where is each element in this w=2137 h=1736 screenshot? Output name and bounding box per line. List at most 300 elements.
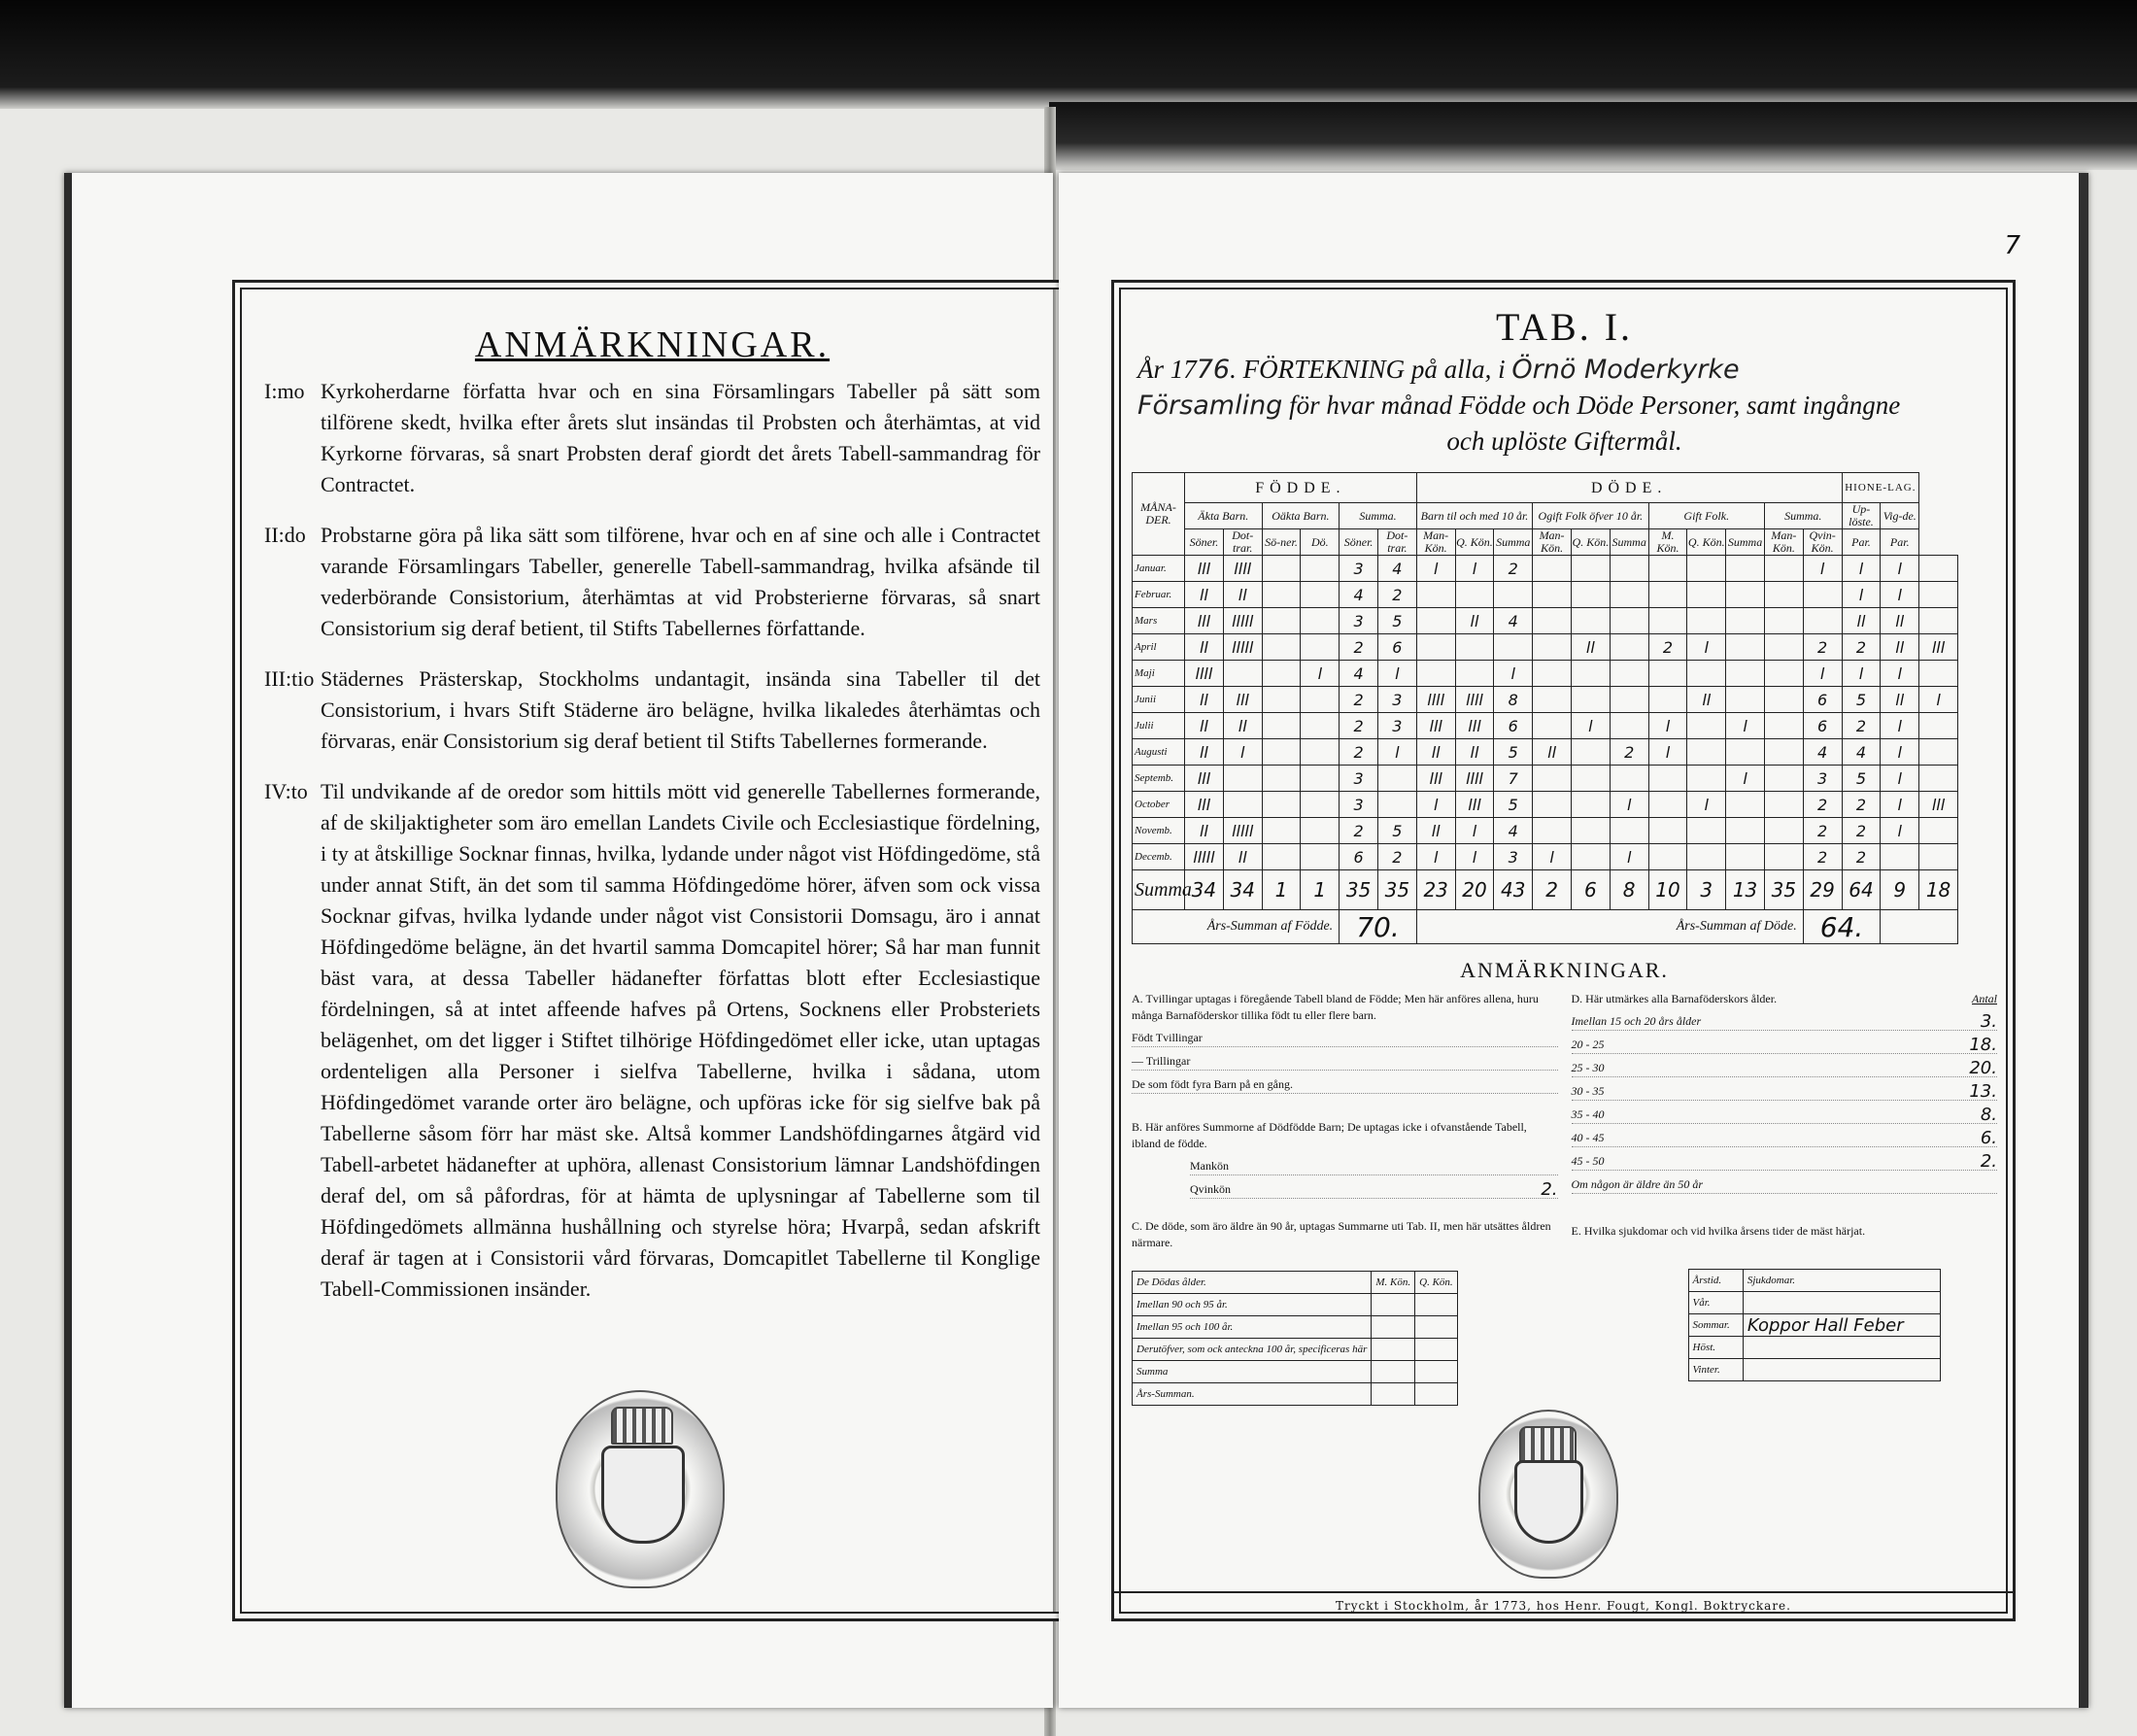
summa-cell: 35	[1764, 870, 1803, 910]
register-cell: ll	[1185, 582, 1224, 608]
right-page	[1059, 173, 2088, 1708]
register-cell	[1533, 818, 1572, 844]
stillborn-female-label: Qvinkön	[1190, 1182, 1231, 1196]
register-cell	[1764, 582, 1803, 608]
summa-cell: 43	[1494, 870, 1533, 910]
age-range-label: 25 - 30	[1571, 1061, 1605, 1074]
register-cell	[1648, 818, 1687, 844]
age-count-value: 8.	[1980, 1105, 1997, 1125]
register-cell	[1648, 608, 1687, 634]
register-cell: l	[1842, 661, 1881, 687]
register-cell	[1301, 634, 1340, 661]
summa-cell: 1	[1301, 870, 1340, 910]
month-label: Januar.	[1133, 556, 1185, 582]
register-cell: 7	[1494, 766, 1533, 792]
register-cell: ll	[1185, 713, 1224, 739]
register-cell	[1571, 844, 1610, 870]
leaf-par: Par.	[1881, 529, 1919, 556]
leaf-dottrar: Dot-trar.	[1377, 529, 1416, 556]
register-cell	[1687, 582, 1726, 608]
register-cell: 5	[1842, 766, 1881, 792]
note-e: E. Hvilka sjukdomar och vid hvilka årsens tider de mäst härjat.	[1571, 1224, 1866, 1238]
register-cell: 3	[1377, 713, 1416, 739]
register-cell: 3	[1340, 608, 1378, 634]
month-label: Decemb.	[1133, 844, 1185, 870]
register-cell	[1494, 582, 1533, 608]
register-cell	[1803, 582, 1842, 608]
register-cell: llll	[1455, 687, 1494, 713]
leaf-dottrar: Dö.	[1301, 529, 1340, 556]
register-cell: lll	[1455, 713, 1494, 739]
register-cell	[1416, 661, 1455, 687]
mothers-age-row	[1572, 1176, 1998, 1194]
left-content	[264, 322, 1040, 1324]
sub-oakta: Oäkta Barn.	[1262, 503, 1340, 529]
stillborn-male-line	[1190, 1158, 1558, 1175]
old-age-row: Summa	[1133, 1361, 1372, 1383]
month-row	[1133, 818, 1997, 844]
summa-cell: 13	[1726, 870, 1765, 910]
leaf-m: M. Kön.	[1648, 529, 1687, 556]
summa-cell: 20	[1455, 870, 1494, 910]
register-cell	[1571, 687, 1610, 713]
register-cell	[1764, 661, 1803, 687]
register-cell: ll	[1185, 687, 1224, 713]
leaf-q: Q. Kön.	[1687, 529, 1726, 556]
register-cell: l	[1881, 582, 1919, 608]
register-cell	[1648, 792, 1687, 818]
old-age-title: De Dödas ålder.	[1133, 1272, 1372, 1294]
register-cell: 5	[1377, 818, 1416, 844]
register-cell	[1648, 844, 1687, 870]
register-cell	[1726, 582, 1765, 608]
register-cell	[1726, 634, 1765, 661]
register-cell	[1533, 582, 1572, 608]
register-cell: llll	[1185, 661, 1224, 687]
register-cell: ll	[1687, 687, 1726, 713]
register-cell: 2	[1494, 556, 1533, 582]
register-cell: lll	[1919, 634, 1958, 661]
triplets-label: — Trillingar	[1132, 1054, 1191, 1068]
heading-line3: och uplöste Giftermål.	[1446, 426, 1682, 456]
register-cell	[1687, 818, 1726, 844]
summa-cell: 3	[1687, 870, 1726, 910]
register-cell	[1301, 792, 1340, 818]
register-cell	[1919, 582, 1958, 608]
register-cell: ll	[1185, 634, 1224, 661]
register-cell	[1416, 608, 1455, 634]
register-cell	[1764, 713, 1803, 739]
register-cell: l	[1881, 556, 1919, 582]
leaf-qvkon: Q. Kön.	[1455, 529, 1494, 556]
register-cell: l	[1726, 766, 1765, 792]
month-label: Septemb.	[1133, 766, 1185, 792]
register-heading	[1137, 352, 1991, 459]
register-cell: 2	[1803, 792, 1842, 818]
sub-akta: Äkta Barn.	[1185, 503, 1263, 529]
register-cell: l	[1687, 634, 1726, 661]
register-cell	[1687, 713, 1726, 739]
register-cell	[1610, 608, 1648, 634]
empty-cell	[1881, 910, 1958, 944]
leaf-soner: Söner.	[1340, 529, 1378, 556]
register-cell: 4	[1340, 661, 1378, 687]
register-cell: 2	[1842, 792, 1881, 818]
register-cell	[1610, 634, 1648, 661]
leaf-summa: Summa	[1610, 529, 1648, 556]
register-cell: ll	[1416, 818, 1455, 844]
register-cell	[1726, 739, 1765, 766]
register-cell: 3	[1340, 792, 1378, 818]
register-cell	[1610, 661, 1648, 687]
paragraph-text: Städernes Prästerskap, Stockholms undantagit, insända sina Tabeller til det Consistorium, i hvars Stift Städerne äro belägne, hvilka likaledes återhämtas och förvaras, enär Consistorium sig deraf betient til Stifts Tabellernes formerande.	[321, 666, 1040, 753]
old-age-m: M. Kön.	[1372, 1272, 1415, 1294]
register-cell: ll	[1881, 634, 1919, 661]
register-cell: 2	[1377, 582, 1416, 608]
register-cell: 4	[1494, 608, 1533, 634]
register-cell: lll	[1919, 792, 1958, 818]
register-cell	[1223, 766, 1262, 792]
leaf-dottrar: Dot-trar.	[1223, 529, 1262, 556]
register-cell: lll	[1223, 687, 1262, 713]
register-cell	[1455, 634, 1494, 661]
register-cell	[1571, 661, 1610, 687]
stillborn-female-line	[1190, 1181, 1558, 1199]
leaf-soner: Söner.	[1185, 529, 1224, 556]
register-cell: ll	[1185, 818, 1224, 844]
register-cell	[1764, 687, 1803, 713]
register-cell: ll	[1185, 739, 1224, 766]
register-cell: ll	[1455, 608, 1494, 634]
group-fodde: FÖDDE.	[1185, 473, 1417, 503]
month-label: Augusti	[1133, 739, 1185, 766]
summa-cell: 35	[1340, 870, 1378, 910]
register-cell	[1919, 739, 1958, 766]
register-cell	[1764, 818, 1803, 844]
age-range-label: 40 - 45	[1571, 1131, 1605, 1144]
crown-icon	[611, 1407, 673, 1445]
handwritten-year: 76	[1196, 355, 1231, 385]
register-cell: l	[1416, 792, 1455, 818]
sub-vigde: Vig-de.	[1881, 503, 1919, 529]
register-cell	[1687, 739, 1726, 766]
register-cell	[1262, 713, 1301, 739]
summa-cell: 10	[1648, 870, 1687, 910]
register-cell	[1262, 556, 1301, 582]
register-cell	[1571, 582, 1610, 608]
sub-summa: Summa.	[1340, 503, 1417, 529]
register-cell	[1416, 582, 1455, 608]
register-cell	[1262, 634, 1301, 661]
paragraph-number: III:tio	[264, 666, 315, 691]
register-cell	[1919, 844, 1958, 870]
triplets-line	[1132, 1053, 1558, 1071]
summa-cell: 1	[1262, 870, 1301, 910]
register-cell: l	[1648, 713, 1687, 739]
register-cell: l	[1610, 844, 1648, 870]
register-cell: 4	[1340, 582, 1378, 608]
register-cell: lll	[1455, 792, 1494, 818]
paragraph-2	[264, 520, 1040, 644]
leaf-summa: Summa	[1726, 529, 1765, 556]
mothers-age-row	[1572, 1130, 1998, 1147]
register-cell	[1533, 766, 1572, 792]
shield-icon	[1514, 1460, 1583, 1544]
note-d-line	[1572, 991, 1998, 1007]
register-cell: lll	[1185, 608, 1224, 634]
register-cell	[1571, 608, 1610, 634]
table-title: TAB. I.	[1495, 305, 1634, 349]
register-cell	[1223, 661, 1262, 687]
summa-cell: 34	[1185, 870, 1224, 910]
register-cell	[1764, 556, 1803, 582]
register-cell	[1687, 661, 1726, 687]
register-cell	[1919, 608, 1958, 634]
register-cell: l	[1881, 661, 1919, 687]
sickness-header: Sjukdomar.	[1743, 1270, 1940, 1292]
register-cell	[1301, 608, 1340, 634]
month-row	[1133, 608, 1997, 634]
register-cell	[1687, 766, 1726, 792]
ars-fodde-label: Års-Summan af Födde.	[1133, 910, 1340, 944]
sickness-table	[1688, 1269, 1941, 1381]
register-cell	[1610, 582, 1648, 608]
note-c: C. De döde, som äro äldre än 90 år, uptagas Summarne uti Tab. II, men här utsättes åldren närmare.	[1132, 1219, 1551, 1249]
summa-cell: 18	[1919, 870, 1958, 910]
register-cell	[1301, 687, 1340, 713]
left-title: ANMÄRKNINGAR.	[474, 324, 831, 365]
register-cell: 4	[1803, 739, 1842, 766]
summa-cell: 29	[1803, 870, 1842, 910]
register-cell: 2	[1377, 844, 1416, 870]
month-label: Mars	[1133, 608, 1185, 634]
annotations-title: ANMÄRKNINGAR.	[1460, 958, 1669, 982]
register-cell: l	[1455, 844, 1494, 870]
mothers-age-row	[1572, 1037, 1998, 1054]
register-cell: lllll	[1185, 844, 1224, 870]
old-age-row: Derutöfver, som ock anteckna 100 år, specificeras här	[1133, 1339, 1372, 1361]
register-cell: llll	[1455, 766, 1494, 792]
note-b: B. Här anföres Summorne af Dödfödde Barn; De uptagas icke i ofvanstående Tabell, ibland de födde.	[1132, 1120, 1527, 1150]
register-cell	[1262, 582, 1301, 608]
age-count-value: 3.	[1980, 1011, 1997, 1032]
season-winter: Vinter.	[1688, 1359, 1743, 1381]
month-label: October	[1133, 792, 1185, 818]
register-cell	[1648, 582, 1687, 608]
month-label: Junii	[1133, 687, 1185, 713]
register-cell	[1764, 766, 1803, 792]
register-cell: 2	[1803, 818, 1842, 844]
register-cell: ll	[1881, 687, 1919, 713]
register-cell: lll	[1416, 766, 1455, 792]
month-row	[1133, 582, 1997, 608]
royal-seal-icon	[1478, 1410, 1618, 1579]
register-cell: l	[1610, 792, 1648, 818]
left-page	[64, 173, 1053, 1708]
register-cell	[1687, 608, 1726, 634]
register-cell	[1764, 634, 1803, 661]
register-cell: 6	[1340, 844, 1378, 870]
summa-label: Summa	[1133, 870, 1185, 910]
register-cell: 2	[1340, 687, 1378, 713]
register-cell	[1301, 582, 1340, 608]
leaf-mankon: Man-Kön.	[1764, 529, 1803, 556]
register-cell: 2	[1803, 844, 1842, 870]
register-cell	[1610, 766, 1648, 792]
register-cell	[1919, 661, 1958, 687]
register-cell	[1377, 766, 1416, 792]
register-cell	[1571, 818, 1610, 844]
month-row	[1133, 713, 1997, 739]
right-frame	[1111, 280, 2016, 1621]
paragraph-3	[264, 664, 1040, 757]
summa-cell: 35	[1377, 870, 1416, 910]
register-cell	[1687, 844, 1726, 870]
register-cell: 2	[1648, 634, 1687, 661]
page-number: 7	[2004, 231, 2020, 260]
leaf-qvinkon: Qvin-Kön.	[1803, 529, 1842, 556]
heading-line2: för hvar månad Födde och Döde Personer, samt ingångne	[1289, 391, 1901, 420]
mothers-age-row	[1572, 1153, 1998, 1171]
register-cell: 6	[1803, 713, 1842, 739]
register-cell	[1726, 818, 1765, 844]
register-cell: 5	[1842, 687, 1881, 713]
register-cell: l	[1223, 739, 1262, 766]
register-cell	[1571, 739, 1610, 766]
paragraph-4	[264, 776, 1040, 1305]
register-cell	[1687, 556, 1726, 582]
register-cell	[1726, 792, 1765, 818]
register-cell	[1726, 661, 1765, 687]
month-row	[1133, 766, 1997, 792]
register-cell: 3	[1340, 766, 1378, 792]
ars-fodde-value: 70.	[1340, 910, 1417, 944]
register-cell: l	[1687, 792, 1726, 818]
quadruplets-label: De som födt fyra Barn på en gång.	[1132, 1077, 1293, 1091]
register-cell	[1571, 792, 1610, 818]
register-cell	[1533, 713, 1572, 739]
ars-dode-label: Års-Summan af Döde.	[1416, 910, 1803, 944]
register-cell: 2	[1842, 713, 1881, 739]
month-row	[1133, 844, 1997, 870]
printer-footer: Tryckt i Stockholm, år 1773, hos Henr. Fougt, Kongl. Boktryckare.	[1114, 1591, 2013, 1613]
register-cell	[1726, 687, 1765, 713]
register-cell: 3	[1377, 687, 1416, 713]
register-cell: l	[1842, 556, 1881, 582]
shield-icon	[601, 1446, 685, 1544]
register-cell: 2	[1340, 739, 1378, 766]
register-cell: l	[1416, 556, 1455, 582]
register-cell: l	[1416, 844, 1455, 870]
paragraph-number: I:mo	[264, 379, 305, 403]
register-cell: l	[1533, 844, 1572, 870]
crown-icon	[1519, 1426, 1577, 1464]
handwritten-forsamling: Församling	[1137, 391, 1283, 421]
mothers-age-row	[1572, 1013, 1998, 1031]
age-range-label: 30 - 35	[1571, 1084, 1605, 1098]
scanner-edge	[0, 0, 2137, 109]
register-cell: 8	[1494, 687, 1533, 713]
heading-mid: . FÖRTEKNING på alla, i	[1230, 355, 1506, 384]
month-label: Maji	[1133, 661, 1185, 687]
register-cell: lllll	[1223, 634, 1262, 661]
register-cell: 2	[1803, 634, 1842, 661]
register-cell	[1648, 766, 1687, 792]
register-cell	[1455, 582, 1494, 608]
register-cell: lllll	[1223, 608, 1262, 634]
register-cell	[1648, 661, 1687, 687]
summa-cell: 9	[1881, 870, 1919, 910]
register-cell: l	[1842, 582, 1881, 608]
register-cell	[1533, 634, 1572, 661]
group-hionelag: HIONE-LAG.	[1842, 473, 1919, 503]
register-cell: 6	[1377, 634, 1416, 661]
old-age-table	[1132, 1271, 1458, 1406]
register-cell: l	[1455, 556, 1494, 582]
mothers-age-row	[1572, 1083, 1998, 1101]
note-d: D. Här utmärkes alla Barnaföderskors ålder.	[1571, 992, 1778, 1005]
register-cell	[1648, 556, 1687, 582]
twins-line	[1132, 1030, 1558, 1047]
register-cell: 2	[1340, 634, 1378, 661]
register-cell	[1726, 556, 1765, 582]
register-cell: ll	[1881, 608, 1919, 634]
age-range-label: 20 - 25	[1571, 1038, 1605, 1051]
leaf-mankon: Man-Kön.	[1416, 529, 1455, 556]
register-cell	[1533, 556, 1572, 582]
summa-cell: 6	[1571, 870, 1610, 910]
month-row	[1133, 739, 1997, 766]
month-label: April	[1133, 634, 1185, 661]
register-cell	[1301, 766, 1340, 792]
register-cell: ll	[1223, 844, 1262, 870]
month-label: Julii	[1133, 713, 1185, 739]
right-content	[1132, 300, 1997, 1406]
age-count-value: 13.	[1969, 1081, 1997, 1102]
age-range-label: Imellan 15 och 20 års ålder	[1571, 1014, 1702, 1028]
register-cell: 5	[1377, 608, 1416, 634]
mothers-age-list	[1572, 1013, 1998, 1194]
register-cell	[1494, 634, 1533, 661]
register-cell	[1262, 844, 1301, 870]
register-cell	[1919, 766, 1958, 792]
age-range-label: 45 - 50	[1571, 1154, 1605, 1168]
register-cell: l	[1803, 661, 1842, 687]
old-age-row: Imellan 90 och 95 år.	[1133, 1294, 1372, 1316]
register-cell: 3	[1494, 844, 1533, 870]
register-cell	[1377, 792, 1416, 818]
register-cell: ll	[1533, 739, 1572, 766]
register-cell: 3	[1803, 766, 1842, 792]
stillborn-female-value: 2.	[1541, 1179, 1558, 1200]
register-cell	[1919, 818, 1958, 844]
summer-sickness: Koppor Hall Feber	[1743, 1314, 1940, 1337]
register-cell: ll	[1223, 713, 1262, 739]
register-cell: l	[1881, 713, 1919, 739]
scanner-edge-right	[1049, 102, 2137, 170]
register-cell: lll	[1416, 713, 1455, 739]
register-cell: 4	[1494, 818, 1533, 844]
register-cell	[1262, 739, 1301, 766]
register-cell: ll	[1416, 739, 1455, 766]
note-d-antal: Antal	[1972, 992, 1997, 1005]
register-cell: l	[1494, 661, 1533, 687]
annotations-left	[1132, 991, 1558, 1406]
register-cell	[1262, 792, 1301, 818]
quadruplets-line	[1132, 1076, 1558, 1094]
sub-gift: Gift Folk.	[1648, 503, 1764, 529]
register-cell: ll	[1571, 634, 1610, 661]
